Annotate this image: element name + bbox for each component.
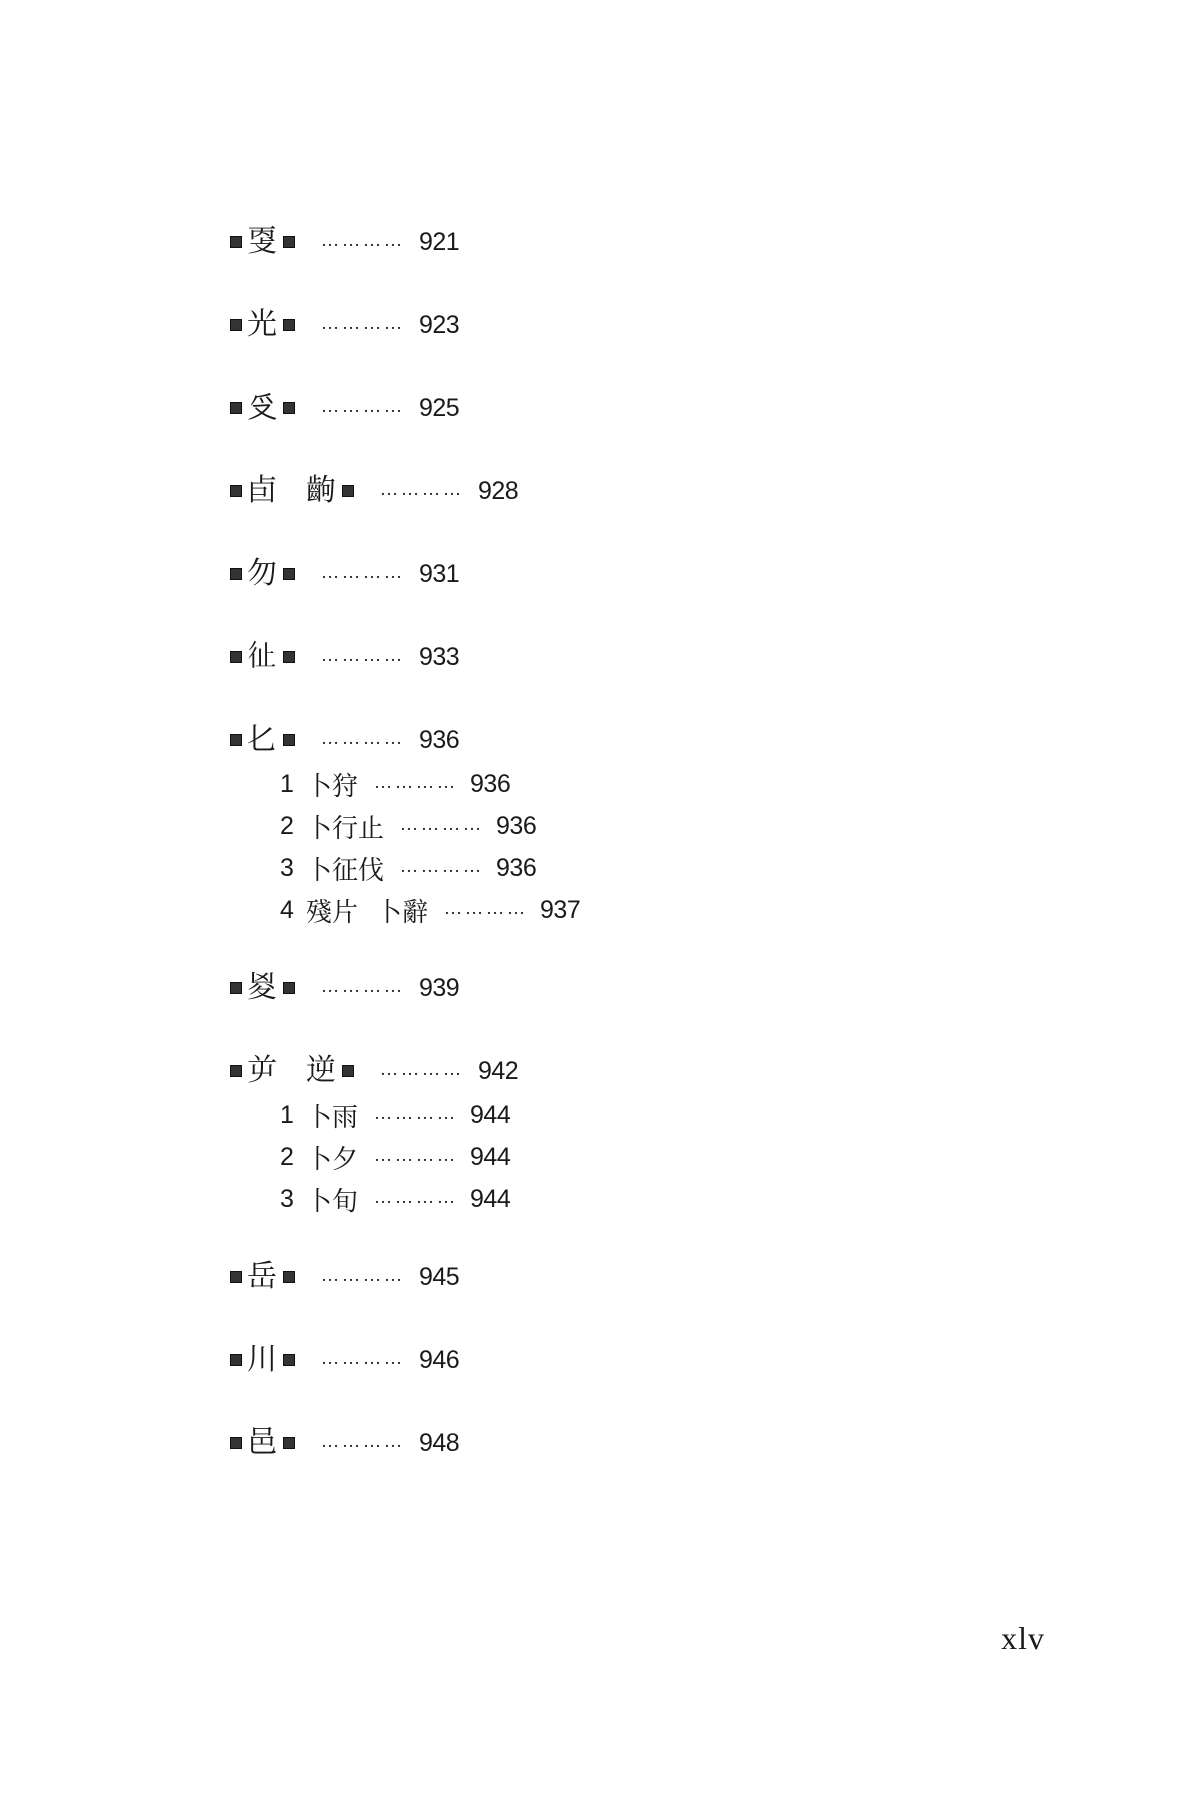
subentry-number: 2: [280, 811, 294, 840]
entry-title: [247, 1426, 278, 1460]
entry-title-text: 卣: [247, 473, 278, 508]
entry-page-number: 936: [419, 726, 460, 754]
toc-entry: [230, 391, 1050, 425]
square-bullet-icon: [230, 982, 242, 994]
dot-leader: …………: [321, 645, 405, 665]
entry-page-number: 945: [419, 1263, 460, 1291]
subentry-page-number: 936: [496, 853, 537, 882]
subentry-number: 1: [280, 769, 294, 798]
square-bullet-icon: [283, 402, 295, 414]
subentry-number: 3: [280, 1184, 294, 1213]
square-bullet-icon: [283, 1271, 295, 1283]
subentry-list: [280, 1094, 1050, 1220]
subentry-number: 1: [280, 1100, 294, 1129]
square-bullet-icon: [230, 1437, 242, 1449]
square-bullet-icon: [283, 1437, 295, 1449]
entry-title-text: 邑: [247, 1425, 278, 1460]
dot-leader: …………: [374, 1144, 459, 1165]
square-bullet-icon: [230, 1271, 242, 1283]
entry-title: [247, 1054, 337, 1088]
entry-title: [247, 474, 337, 508]
toc-entry: [230, 474, 1050, 508]
square-bullet-icon: [283, 1354, 295, 1366]
dot-leader: …………: [321, 1265, 405, 1285]
toc-entry: [230, 1343, 1050, 1377]
subentry-title: [306, 850, 384, 887]
square-bullet-icon: [230, 485, 242, 497]
subentry-title: [306, 1139, 358, 1176]
toc-entry: [230, 308, 1050, 342]
toc-entry: [230, 723, 1050, 931]
subentry-number: 2: [280, 1142, 294, 1171]
entry-page-number: 946: [419, 1346, 460, 1374]
toc-entry-heading[interactable]: [230, 1343, 1050, 1377]
subentry-title-text: 卜征伐: [306, 855, 385, 886]
toc-entry-heading[interactable]: [230, 391, 1050, 425]
dot-leader: …………: [321, 1348, 405, 1368]
dot-leader: …………: [400, 855, 485, 876]
entry-title-text: 𢓊: [247, 639, 278, 674]
square-bullet-icon: [283, 982, 295, 994]
toc-entry-heading[interactable]: [230, 1054, 1050, 1088]
toc-entry: [230, 971, 1050, 1005]
square-bullet-icon: [230, 236, 242, 248]
square-bullet-icon: [283, 319, 295, 331]
square-bullet-icon: [230, 319, 242, 331]
toc-entry: [230, 557, 1050, 591]
toc-entry-heading[interactable]: [230, 557, 1050, 591]
table-of-contents: [230, 225, 1050, 1509]
square-bullet-icon: [230, 568, 242, 580]
square-bullet-icon: [342, 1065, 354, 1077]
subentry[interactable]: [280, 847, 1050, 889]
subentry-title-text: 卜行止: [306, 813, 385, 844]
dot-leader: …………: [380, 1059, 464, 1079]
subentry-number: 3: [280, 853, 294, 882]
subentry-title: [306, 808, 384, 845]
toc-entry-heading[interactable]: [230, 971, 1050, 1005]
subentry[interactable]: [280, 763, 1050, 805]
square-bullet-icon: [283, 651, 295, 663]
subentry[interactable]: [280, 889, 1050, 931]
subentry-title-text: 卜夕: [306, 1144, 359, 1175]
dot-leader: …………: [321, 976, 405, 996]
subentry[interactable]: [280, 1178, 1050, 1220]
dot-leader: …………: [321, 1431, 405, 1451]
toc-entry: [230, 1426, 1050, 1460]
dot-leader: …………: [380, 479, 464, 499]
entry-page-number: 933: [419, 643, 460, 671]
entry-title-variant: 逆: [306, 1053, 337, 1088]
square-bullet-icon: [283, 236, 295, 248]
subentry-page-number: 944: [470, 1100, 511, 1129]
toc-entry-heading[interactable]: [230, 723, 1050, 757]
entry-title-text: 𠤎: [247, 722, 278, 757]
dot-leader: …………: [321, 313, 405, 333]
entry-page-number: 948: [419, 1429, 460, 1457]
entry-title: [247, 391, 278, 425]
entry-title: [247, 1343, 278, 1377]
subentry-page-number: 944: [470, 1142, 511, 1171]
dot-leader: …………: [374, 771, 459, 792]
dot-leader: …………: [321, 396, 405, 416]
entry-title: [247, 225, 278, 259]
entry-title: [247, 640, 278, 674]
toc-entry-heading[interactable]: [230, 640, 1050, 674]
square-bullet-icon: [230, 402, 242, 414]
subentry[interactable]: [280, 1094, 1050, 1136]
entry-title: [247, 971, 278, 1005]
entry-page-number: 939: [419, 974, 460, 1002]
dot-leader: …………: [374, 1102, 459, 1123]
page-number: xlv: [1001, 1620, 1045, 1656]
toc-entry-heading[interactable]: [230, 225, 1050, 259]
subentry-title: [306, 892, 428, 929]
subentry-title-text: 卜旬: [306, 1186, 359, 1217]
entry-page-number: 928: [478, 477, 519, 505]
entry-title-text: 屰: [247, 1053, 278, 1088]
entry-title: [247, 308, 278, 342]
subentry-title-text: 卜雨: [306, 1102, 359, 1133]
entry-title-text: 川: [247, 1342, 278, 1377]
subentry-page-number: 936: [496, 811, 537, 840]
entry-page-number: 942: [478, 1057, 519, 1085]
subentry[interactable]: [280, 805, 1050, 847]
subentry-title-text: 卜狩: [306, 771, 359, 802]
toc-entry: [230, 1054, 1050, 1220]
entry-title: [247, 557, 278, 591]
entry-title-text: 勿: [247, 556, 278, 591]
dot-leader: …………: [444, 897, 529, 918]
subentry-title: [306, 1181, 358, 1218]
subentry-title: [306, 1097, 358, 1134]
dot-leader: …………: [374, 1186, 459, 1207]
toc-entry-heading[interactable]: [230, 308, 1050, 342]
toc-entry: [230, 225, 1050, 259]
entry-page-number: 923: [419, 311, 460, 339]
dot-leader: …………: [321, 728, 405, 748]
dot-leader: …………: [400, 813, 485, 834]
dot-leader: …………: [321, 562, 405, 582]
square-bullet-icon: [230, 734, 242, 746]
subentry-page-number: 936: [470, 769, 511, 798]
toc-entry-heading[interactable]: [230, 1426, 1050, 1460]
subentry[interactable]: [280, 1136, 1050, 1178]
subentry-title: [306, 766, 358, 803]
toc-entry: [230, 1260, 1050, 1294]
entry-title-text: 岳: [247, 1259, 278, 1294]
subentry-number: 4: [280, 895, 294, 924]
subentry-title-part: 卜辭: [376, 897, 429, 928]
toc-entry-heading[interactable]: [230, 474, 1050, 508]
entry-title-text: 𠬪: [247, 390, 278, 425]
entry-page-number: 921: [419, 228, 460, 256]
square-bullet-icon: [283, 734, 295, 746]
square-bullet-icon: [283, 568, 295, 580]
dot-leader: …………: [321, 230, 405, 250]
square-bullet-icon: [230, 1065, 242, 1077]
subentry-title-text: 殘片: [306, 897, 359, 928]
toc-entry-heading[interactable]: [230, 1260, 1050, 1294]
entry-page-number: 925: [419, 394, 460, 422]
square-bullet-icon: [230, 651, 242, 663]
entry-title-text: 㪅: [247, 224, 278, 259]
subentry-list: [280, 763, 1050, 931]
entry-title-text: 㚇: [247, 970, 278, 1005]
square-bullet-icon: [342, 485, 354, 497]
square-bullet-icon: [230, 1354, 242, 1366]
subentry-page-number: 937: [540, 895, 581, 924]
entry-title-text: 光: [247, 307, 278, 342]
subentry-page-number: 944: [470, 1184, 511, 1213]
entry-title-variant: 齣: [306, 473, 337, 508]
entry-page-number: 931: [419, 560, 460, 588]
entry-title: [247, 723, 278, 757]
toc-entry: [230, 640, 1050, 674]
entry-title: [247, 1260, 278, 1294]
